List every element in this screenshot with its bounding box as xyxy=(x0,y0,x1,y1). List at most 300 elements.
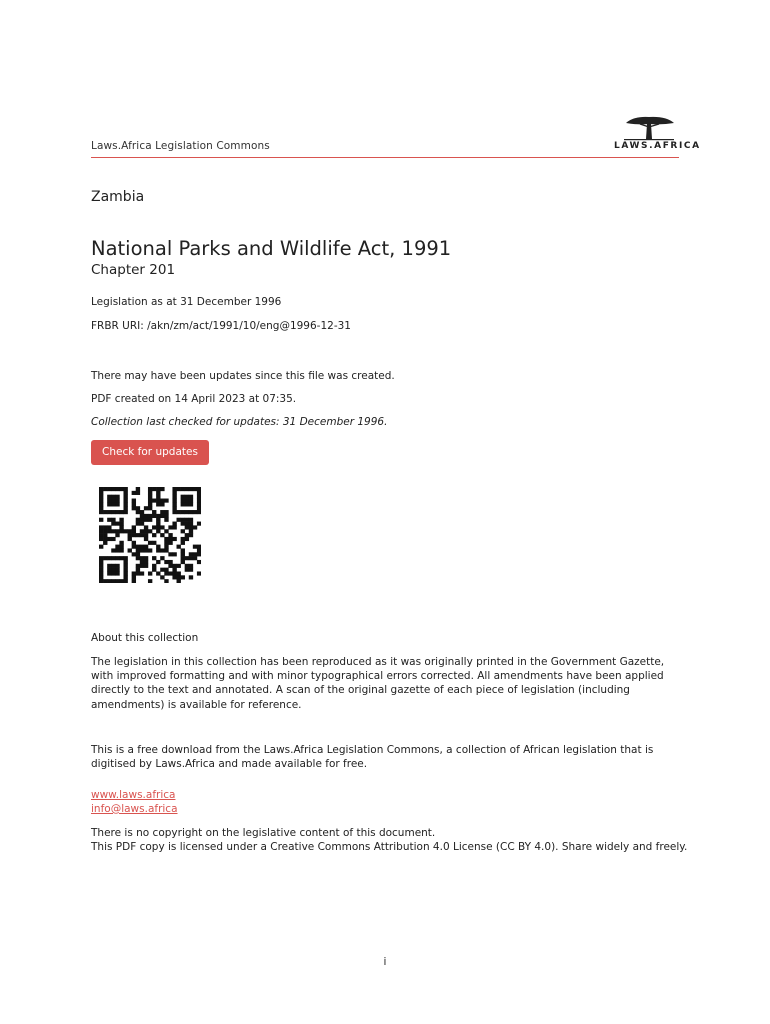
qr-module xyxy=(136,506,140,510)
qr-module xyxy=(148,518,152,522)
qr-module xyxy=(144,548,148,552)
qr-module xyxy=(197,545,201,549)
qr-module xyxy=(144,533,148,537)
qr-module xyxy=(115,571,119,575)
qr-module xyxy=(119,510,123,514)
qr-module xyxy=(156,545,160,549)
qr-module xyxy=(197,491,201,495)
qr-module xyxy=(181,487,185,491)
qr-module xyxy=(107,502,111,506)
qr-module xyxy=(119,529,123,533)
qr-module xyxy=(107,518,111,522)
qr-module xyxy=(168,571,172,575)
qr-module xyxy=(189,495,193,499)
qr-module xyxy=(99,533,103,537)
qr-module xyxy=(144,556,148,560)
qr-module xyxy=(107,510,111,514)
qr-module xyxy=(111,568,115,572)
qr-module xyxy=(185,525,189,529)
about-paragraph-2: This is a free download from the Laws.Africa Legislation Commons, a collection of African legislation that is digitised by Laws.Africa and made available for free. xyxy=(91,744,654,771)
qr-module xyxy=(140,518,144,522)
qr-module xyxy=(136,545,140,549)
qr-module xyxy=(181,537,185,541)
qr-module xyxy=(140,529,144,533)
qr-module xyxy=(123,491,127,495)
qr-module xyxy=(136,556,140,560)
qr-module xyxy=(132,575,136,579)
qr-module xyxy=(148,548,152,552)
qr-module xyxy=(123,568,127,572)
qr-module xyxy=(189,502,193,506)
qr-module xyxy=(164,518,168,522)
qr-module xyxy=(172,575,176,579)
qr-module xyxy=(152,568,156,572)
qr-module xyxy=(132,541,136,545)
country: Zambia xyxy=(91,189,145,205)
qr-module xyxy=(136,533,140,537)
qr-module xyxy=(177,564,181,568)
qr-module xyxy=(103,537,107,541)
qr-module xyxy=(189,518,193,522)
qr-module xyxy=(99,495,103,499)
document-chapter: Chapter 201 xyxy=(91,262,176,278)
qr-module xyxy=(103,579,107,583)
qr-module xyxy=(172,522,176,526)
qr-module xyxy=(181,522,185,526)
qr-module xyxy=(132,533,136,537)
qr-module xyxy=(123,571,127,575)
qr-module xyxy=(164,510,168,514)
qr-module xyxy=(111,556,115,560)
qr-module xyxy=(99,575,103,579)
qr-module xyxy=(181,502,185,506)
qr-module xyxy=(115,499,119,503)
qr-module xyxy=(136,491,140,495)
qr-module xyxy=(185,564,189,568)
qr-module xyxy=(197,510,201,514)
qr-module xyxy=(189,568,193,572)
qr-module xyxy=(99,491,103,495)
qr-module xyxy=(156,571,160,575)
qr-module xyxy=(132,491,136,495)
qr-module xyxy=(115,564,119,568)
qr-module xyxy=(148,506,152,510)
qr-module xyxy=(99,506,103,510)
qr-module xyxy=(181,495,185,499)
qr-module xyxy=(144,545,148,549)
qr-module xyxy=(197,571,201,575)
qr-module xyxy=(197,499,201,503)
qr-module xyxy=(172,510,176,514)
qr-module xyxy=(197,487,201,491)
qr-module xyxy=(128,529,132,533)
qr-module xyxy=(111,510,115,514)
qr-module xyxy=(185,499,189,503)
email-link[interactable]: info@laws.africa xyxy=(91,803,178,815)
frbr-uri: FRBR URI: /akn/zm/act/1991/10/eng@1996-12-31 xyxy=(91,320,351,332)
qr-module xyxy=(148,579,152,583)
qr-module xyxy=(189,487,193,491)
qr-module xyxy=(140,571,144,575)
qr-module xyxy=(115,556,119,560)
qr-module xyxy=(115,487,119,491)
qr-module xyxy=(140,564,144,568)
qr-module xyxy=(128,533,132,537)
qr-module xyxy=(197,495,201,499)
qr-module xyxy=(177,575,181,579)
qr-module xyxy=(123,502,127,506)
qr-module xyxy=(111,571,115,575)
qr-module xyxy=(148,502,152,506)
qr-module xyxy=(140,533,144,537)
qr-module xyxy=(168,560,172,564)
qr-module xyxy=(140,510,144,514)
qr-module xyxy=(164,579,168,583)
qr-module xyxy=(140,522,144,526)
qr-module xyxy=(156,529,160,533)
qr-module xyxy=(185,522,189,526)
qr-module xyxy=(189,533,193,537)
qr-module xyxy=(156,548,160,552)
qr-module xyxy=(177,571,181,575)
qr-module xyxy=(148,491,152,495)
qr-module xyxy=(181,552,185,556)
qr-module xyxy=(164,541,168,545)
qr-module xyxy=(140,514,144,518)
qr-module xyxy=(119,487,123,491)
qr-module xyxy=(156,499,160,503)
qr-module xyxy=(111,548,115,552)
qr-module xyxy=(123,564,127,568)
qr-module xyxy=(111,579,115,583)
qr-module xyxy=(189,525,193,529)
qr-module xyxy=(168,533,172,537)
qr-module xyxy=(177,579,181,583)
qr-module xyxy=(140,545,144,549)
qr-module xyxy=(181,556,185,560)
qr-module xyxy=(160,499,164,503)
qr-module xyxy=(193,487,197,491)
qr-module xyxy=(103,525,107,529)
qr-module xyxy=(132,529,136,533)
qr-module xyxy=(185,495,189,499)
qr-module xyxy=(144,506,148,510)
page-number: i xyxy=(383,956,387,968)
about-heading: About this collection xyxy=(91,632,199,644)
qr-module xyxy=(172,506,176,510)
qr-module xyxy=(99,525,103,529)
qr-module xyxy=(115,495,119,499)
qr-module xyxy=(119,522,123,526)
qr-module xyxy=(119,541,123,545)
qr-module xyxy=(172,525,176,529)
qr-module xyxy=(123,579,127,583)
qr-module xyxy=(123,495,127,499)
qr-module xyxy=(123,556,127,560)
qr-module xyxy=(144,529,148,533)
qr-module xyxy=(156,522,160,526)
qr-module xyxy=(177,487,181,491)
qr-module xyxy=(99,560,103,564)
qr-module xyxy=(160,525,164,529)
qr-module xyxy=(144,564,148,568)
qr-module xyxy=(115,568,119,572)
qr-module xyxy=(152,541,156,545)
qr-module xyxy=(172,502,176,506)
qr-module xyxy=(172,499,176,503)
qr-module xyxy=(189,529,193,533)
qr-module xyxy=(99,571,103,575)
qr-module xyxy=(156,514,160,518)
qr-module xyxy=(115,548,119,552)
qr-module xyxy=(197,548,201,552)
qr-module xyxy=(115,533,119,537)
qr-module xyxy=(115,545,119,549)
qr-module xyxy=(132,506,136,510)
qr-module xyxy=(107,537,111,541)
qr-module xyxy=(103,556,107,560)
laws-africa-logo xyxy=(614,113,701,155)
qr-module xyxy=(123,575,127,579)
qr-module xyxy=(111,487,115,491)
qr-module xyxy=(111,564,115,568)
qr-module xyxy=(185,556,189,560)
qr-module xyxy=(132,525,136,529)
qr-module xyxy=(107,564,111,568)
qr-module xyxy=(156,525,160,529)
qr-module xyxy=(185,518,189,522)
qr-module xyxy=(185,533,189,537)
logo-text: LAWS.AFRICA xyxy=(614,141,701,151)
qr-module xyxy=(181,548,185,552)
qr-module xyxy=(115,529,119,533)
website-link[interactable]: www.laws.africa xyxy=(91,789,176,801)
qr-module xyxy=(144,537,148,541)
qr-module xyxy=(189,552,193,556)
qr-module xyxy=(132,499,136,503)
qr-module xyxy=(160,568,164,572)
qr-module xyxy=(136,571,140,575)
qr-module xyxy=(156,560,160,564)
qr-module xyxy=(144,560,148,564)
qr-module xyxy=(189,564,193,568)
qr-module xyxy=(193,556,197,560)
qr-module xyxy=(144,514,148,518)
qr-module xyxy=(136,522,140,526)
qr-module xyxy=(189,522,193,526)
qr-module xyxy=(111,518,115,522)
document-title: National Parks and Wildlife Act, 1991 xyxy=(91,237,452,260)
qr-module xyxy=(123,506,127,510)
qr-module xyxy=(181,510,185,514)
qr-module xyxy=(160,487,164,491)
qr-module xyxy=(164,537,168,541)
qr-module xyxy=(168,537,172,541)
qr-module xyxy=(99,568,103,572)
qr-module xyxy=(140,560,144,564)
collection-checked: Collection last checked for updates: 31 December 1996. xyxy=(91,416,388,428)
qr-module xyxy=(172,552,176,556)
pdf-created: PDF created on 14 April 2023 at 07:35. xyxy=(91,393,297,405)
qr-module xyxy=(193,545,197,549)
copyright-notice: There is no copyright on the legislative content of this document. xyxy=(91,827,436,839)
qr-module xyxy=(172,487,176,491)
qr-module xyxy=(168,564,172,568)
qr-module xyxy=(111,529,115,533)
qr-module xyxy=(148,495,152,499)
qr-module xyxy=(136,510,140,514)
qr-module xyxy=(99,499,103,503)
qr-module xyxy=(132,545,136,549)
qr-module xyxy=(99,518,103,522)
qr-module xyxy=(164,545,168,549)
qr-module xyxy=(181,499,185,503)
qr-module xyxy=(107,487,111,491)
qr-module xyxy=(185,568,189,572)
qr-module xyxy=(119,545,123,549)
qr-module xyxy=(152,487,156,491)
qr-module xyxy=(103,510,107,514)
qr-module xyxy=(181,518,185,522)
check-for-updates-button[interactable]: Check for updates xyxy=(91,440,209,465)
qr-module xyxy=(103,533,107,537)
qr-module xyxy=(123,529,127,533)
qr-module xyxy=(136,548,140,552)
qr-module xyxy=(119,525,123,529)
qr-module xyxy=(103,529,107,533)
qr-module xyxy=(189,575,193,579)
qr-module xyxy=(172,568,176,572)
qr-module xyxy=(132,579,136,583)
qr-module xyxy=(144,525,148,529)
qr-module xyxy=(189,556,193,560)
qr-module xyxy=(156,487,160,491)
qr-module xyxy=(152,514,156,518)
qr-module xyxy=(99,556,103,560)
qr-module xyxy=(99,510,103,514)
qr-module xyxy=(119,548,123,552)
license-notice: This PDF copy is licensed under a Creative Commons Attribution 4.0 License (CC BY 4.0). Share widely and freely. xyxy=(91,841,688,853)
qr-module xyxy=(172,491,176,495)
qr-module xyxy=(160,502,164,506)
qr-module xyxy=(181,541,185,545)
qr-module xyxy=(152,533,156,537)
qr-module xyxy=(181,560,185,564)
qr-module xyxy=(128,537,132,541)
update-notice: There may have been updates since this file was created. xyxy=(91,370,395,382)
qr-module xyxy=(123,560,127,564)
qr-module xyxy=(119,579,123,583)
qr-module xyxy=(99,579,103,583)
acacia-tree-icon xyxy=(614,113,684,141)
qr-module xyxy=(197,506,201,510)
qr-module xyxy=(111,495,115,499)
qr-module xyxy=(189,510,193,514)
qr-module xyxy=(156,518,160,522)
qr-module xyxy=(160,556,164,560)
qr-module xyxy=(152,564,156,568)
qr-module xyxy=(181,529,185,533)
header-divider xyxy=(91,157,679,158)
qr-module xyxy=(152,510,156,514)
qr-module xyxy=(107,571,111,575)
qr-module xyxy=(140,556,144,560)
qr-module xyxy=(123,510,127,514)
qr-module xyxy=(107,525,111,529)
qr-module xyxy=(172,564,176,568)
qr-module xyxy=(164,514,168,518)
qr-module xyxy=(164,499,168,503)
qr-module xyxy=(107,579,111,583)
qr-module xyxy=(148,541,152,545)
qr-module xyxy=(103,487,107,491)
qr-module xyxy=(111,522,115,526)
qr-module xyxy=(185,510,189,514)
qr-module xyxy=(172,537,176,541)
qr-module xyxy=(107,556,111,560)
qr-module xyxy=(181,575,185,579)
qr-module xyxy=(160,575,164,579)
qr-module xyxy=(115,510,119,514)
qr-module xyxy=(185,502,189,506)
qr-module xyxy=(197,502,201,506)
qr-module xyxy=(156,502,160,506)
qr-module xyxy=(132,552,136,556)
qr-module xyxy=(156,491,160,495)
qr-module xyxy=(99,487,103,491)
qr-module xyxy=(136,487,140,491)
qr-module xyxy=(136,564,140,568)
qr-module xyxy=(119,556,123,560)
qr-module xyxy=(160,533,164,537)
qr-module xyxy=(115,522,119,526)
qr-module xyxy=(99,537,103,541)
qr-module xyxy=(136,568,140,572)
qr-module xyxy=(148,487,152,491)
about-paragraph-1: The legislation in this collection has been reproduced as it was originally printed in the Government Gazette, with improved formatting and with minor typographical errors corrected. All amendments have been applied directly to the text and annotated. A scan of the original gazette of each piece of legislation (including amendments) is available for reference. xyxy=(91,656,665,711)
qr-module xyxy=(168,525,172,529)
qr-module xyxy=(119,518,123,522)
qr-module xyxy=(152,556,156,560)
qr-module xyxy=(136,552,140,556)
qr-module xyxy=(193,552,197,556)
qr-module xyxy=(111,502,115,506)
qr-module xyxy=(128,548,132,552)
qr-module xyxy=(185,537,189,541)
qr-module xyxy=(99,529,103,533)
qr-module xyxy=(152,499,156,503)
qr-module xyxy=(123,499,127,503)
qr-module xyxy=(164,571,168,575)
qr-module xyxy=(132,502,136,506)
qr-module xyxy=(177,518,181,522)
qr-module xyxy=(172,571,176,575)
qr-module xyxy=(107,568,111,572)
qr-module xyxy=(197,560,201,564)
qr-module xyxy=(168,541,172,545)
qr-module xyxy=(164,568,168,572)
qr-module xyxy=(156,495,160,499)
qr-module xyxy=(189,499,193,503)
qr-module xyxy=(168,552,172,556)
qr-module xyxy=(197,522,201,526)
legislation-date: Legislation as at 31 December 1996 xyxy=(91,296,282,308)
qr-module xyxy=(99,502,103,506)
qr-code[interactable] xyxy=(99,487,201,583)
qr-module xyxy=(148,499,152,503)
qr-module xyxy=(177,510,181,514)
qr-module xyxy=(144,518,148,522)
